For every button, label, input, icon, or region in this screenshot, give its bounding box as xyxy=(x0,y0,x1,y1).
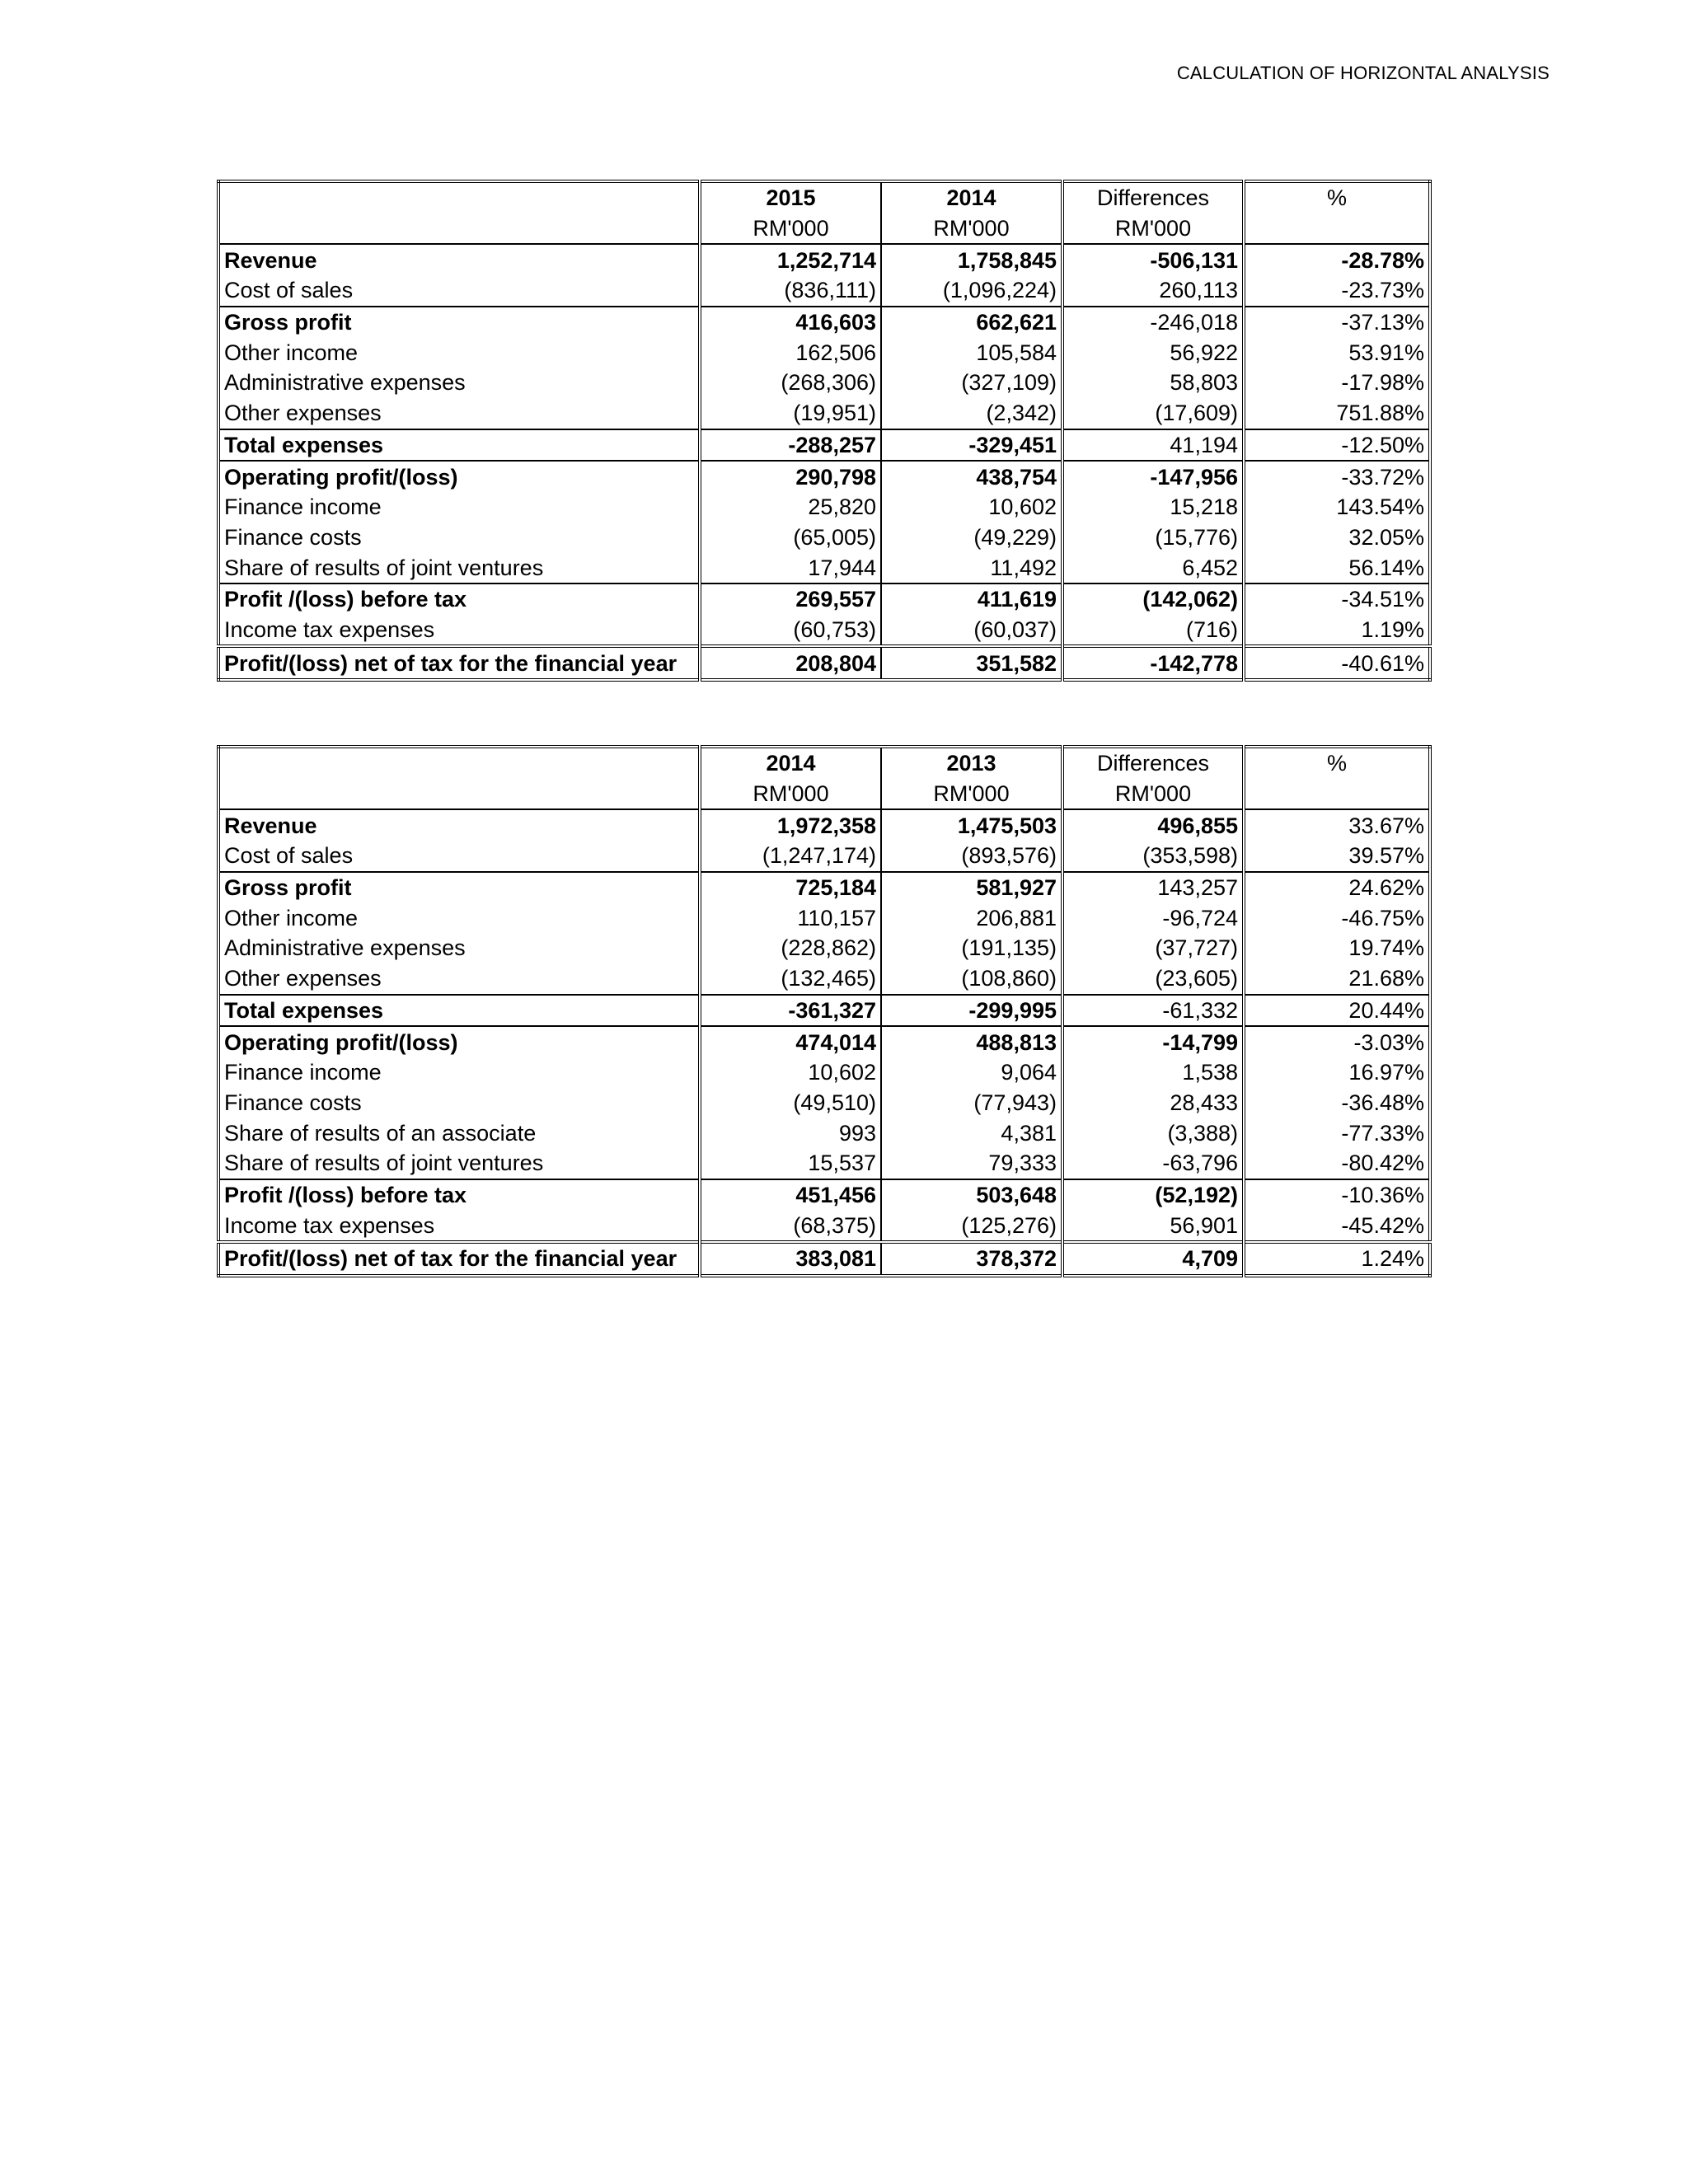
value-percent: -12.50% xyxy=(1244,429,1430,462)
value-current: 269,557 xyxy=(700,583,881,615)
row-label: Income tax expenses xyxy=(218,615,700,647)
header-percent: % xyxy=(1326,751,1347,776)
value-difference: 15,218 xyxy=(1062,492,1244,523)
unit-label-cell xyxy=(218,779,700,810)
row-label: Operating profit/(loss) xyxy=(218,461,700,492)
header-year-current: 2015 xyxy=(700,181,881,213)
value-percent: 33.67% xyxy=(1348,813,1424,838)
value-difference: (52,192) xyxy=(1062,1179,1244,1211)
value-current: 25,820 xyxy=(700,492,881,523)
table-row xyxy=(218,337,1430,368)
unit-previous: RM'000 xyxy=(881,213,1062,245)
value-current: 416,603 xyxy=(700,307,881,338)
value-previous: 105,584 xyxy=(881,337,1062,368)
table-row xyxy=(218,1242,1430,1276)
row-label: Other expenses xyxy=(218,398,700,429)
row-label: Other income xyxy=(218,902,700,933)
value-percent: 39.57% xyxy=(1348,843,1424,869)
table-row xyxy=(218,1210,1430,1242)
horizontal-analysis-table-2015-2014 xyxy=(217,180,1432,682)
value-current: 383,081 xyxy=(700,1242,881,1276)
table-row xyxy=(218,1088,1430,1118)
value-difference: -61,332 xyxy=(1062,995,1244,1027)
value-previous: (893,576) xyxy=(881,841,1062,872)
value-current: 10,602 xyxy=(700,1057,881,1088)
value-current: 451,456 xyxy=(700,1179,881,1211)
unit-differences: RM'000 xyxy=(1062,213,1244,245)
row-label: Profit/(loss) net of tax for the financial year xyxy=(218,1242,700,1276)
unit-percent xyxy=(1244,779,1430,810)
value-percent: -17.98% xyxy=(1341,370,1424,396)
table-row xyxy=(218,244,1430,275)
table-row xyxy=(218,583,1430,615)
value-difference: -14,799 xyxy=(1062,1026,1244,1057)
row-label: Share of results of an associate xyxy=(218,1118,700,1148)
value-difference: 1,538 xyxy=(1062,1057,1244,1088)
table-row xyxy=(218,1118,1430,1148)
value-percent: 16.97% xyxy=(1348,1060,1424,1085)
value-previous: (125,276) xyxy=(881,1210,1062,1242)
value-current: (268,306) xyxy=(700,368,881,398)
value-current: (19,951) xyxy=(700,398,881,429)
value-difference: (15,776) xyxy=(1062,523,1244,553)
value-previous: 206,881 xyxy=(881,902,1062,933)
table-row xyxy=(218,307,1430,338)
value-previous: (49,229) xyxy=(881,523,1062,553)
value-difference: (353,598) xyxy=(1062,841,1244,872)
value-difference: 28,433 xyxy=(1062,1088,1244,1118)
value-previous: (60,037) xyxy=(881,615,1062,647)
value-percent: -3.03% xyxy=(1244,1026,1430,1057)
table-header-row xyxy=(218,181,1430,213)
table-row xyxy=(218,1057,1430,1088)
value-previous: (77,943) xyxy=(881,1088,1062,1118)
row-label: Administrative expenses xyxy=(218,368,700,398)
value-current: (49,510) xyxy=(700,1088,881,1118)
table-row xyxy=(218,995,1430,1027)
value-percent: 32.05% xyxy=(1348,524,1424,550)
page-heading: CALCULATION OF HORIZONTAL ANALYSIS xyxy=(1176,63,1550,83)
row-label: Finance costs xyxy=(218,1088,700,1118)
table-row xyxy=(218,809,1430,841)
row-label: Cost of sales xyxy=(218,275,700,307)
table-row xyxy=(218,398,1430,429)
value-current: 17,944 xyxy=(700,552,881,583)
value-previous: 1,758,845 xyxy=(881,244,1062,275)
value-current: 290,798 xyxy=(700,461,881,492)
row-label: Finance costs xyxy=(218,523,700,553)
table-row xyxy=(218,552,1430,583)
value-current: 474,014 xyxy=(700,1026,881,1057)
table-row xyxy=(218,872,1430,903)
value-percent: -46.75% xyxy=(1341,905,1424,930)
value-percent: -23.73% xyxy=(1341,278,1424,303)
unit-differences: RM'000 xyxy=(1062,779,1244,810)
unit-label-cell xyxy=(218,213,700,245)
value-current: 725,184 xyxy=(700,872,881,903)
header-year-current: 2014 xyxy=(700,747,881,779)
value-difference: (17,609) xyxy=(1062,398,1244,429)
value-previous: (191,135) xyxy=(881,933,1062,963)
value-previous: (108,860) xyxy=(881,963,1062,995)
value-percent: -77.33% xyxy=(1341,1120,1424,1146)
row-label: Revenue xyxy=(218,809,700,841)
value-previous: -329,451 xyxy=(881,429,1062,462)
row-label: Finance income xyxy=(218,1057,700,1088)
value-difference: 56,901 xyxy=(1062,1210,1244,1242)
table-row xyxy=(218,429,1430,462)
table-row xyxy=(218,646,1430,680)
header-label-cell xyxy=(218,181,700,213)
value-difference: 58,803 xyxy=(1062,368,1244,398)
value-percent: 24.62% xyxy=(1244,872,1430,903)
value-previous: 4,381 xyxy=(881,1118,1062,1148)
unit-previous: RM'000 xyxy=(881,779,1062,810)
row-label: Profit/(loss) net of tax for the financial year xyxy=(218,646,700,680)
value-difference: -63,796 xyxy=(1062,1148,1244,1179)
value-current: 1,252,714 xyxy=(700,244,881,275)
header-year-previous: 2013 xyxy=(881,747,1062,779)
value-previous: 1,475,503 xyxy=(881,809,1062,841)
table-row xyxy=(218,523,1430,553)
value-percent: -33.72% xyxy=(1244,461,1430,492)
value-difference: -147,956 xyxy=(1062,461,1244,492)
unit-percent xyxy=(1244,213,1430,245)
value-difference: 260,113 xyxy=(1062,275,1244,307)
value-percent: -45.42% xyxy=(1341,1212,1424,1238)
value-difference: -142,778 xyxy=(1062,646,1244,680)
value-difference: -96,724 xyxy=(1062,902,1244,933)
value-difference: 41,194 xyxy=(1062,429,1244,462)
header-percent: % xyxy=(1326,185,1347,211)
value-percent: 751.88% xyxy=(1336,401,1424,426)
value-difference: -506,131 xyxy=(1062,244,1244,275)
value-difference: 4,709 xyxy=(1062,1242,1244,1276)
value-percent: -36.48% xyxy=(1341,1090,1424,1115)
row-label: Gross profit xyxy=(218,307,700,338)
horizontal-analysis-table-2014-2013 xyxy=(217,745,1432,1277)
header-differences: Differences xyxy=(1062,181,1244,213)
row-label: Administrative expenses xyxy=(218,933,700,963)
value-difference: (142,062) xyxy=(1062,583,1244,615)
row-label: Profit /(loss) before tax xyxy=(218,1179,700,1211)
value-previous: 378,372 xyxy=(881,1242,1062,1276)
value-previous: 351,582 xyxy=(881,646,1062,680)
value-percent: 20.44% xyxy=(1244,995,1430,1027)
header-differences: Differences xyxy=(1062,747,1244,779)
value-percent: -28.78% xyxy=(1341,247,1424,273)
value-current: (68,375) xyxy=(700,1210,881,1242)
unit-current: RM'000 xyxy=(700,213,881,245)
value-current: (228,862) xyxy=(700,933,881,963)
value-percent: -37.13% xyxy=(1244,307,1430,338)
value-previous: 79,333 xyxy=(881,1148,1062,1179)
row-label: Share of results of joint ventures xyxy=(218,552,700,583)
value-current: 993 xyxy=(700,1118,881,1148)
table-row xyxy=(218,902,1430,933)
value-percent: 56.14% xyxy=(1348,555,1424,580)
row-label: Operating profit/(loss) xyxy=(218,1026,700,1057)
value-previous: 488,813 xyxy=(881,1026,1062,1057)
value-percent: 1.24% xyxy=(1244,1242,1430,1276)
row-label: Income tax expenses xyxy=(218,1210,700,1242)
value-percent: 1.19% xyxy=(1361,616,1424,642)
value-current: 1,972,358 xyxy=(700,809,881,841)
value-difference: 496,855 xyxy=(1062,809,1244,841)
value-current: (65,005) xyxy=(700,523,881,553)
value-current: (60,753) xyxy=(700,615,881,647)
unit-current: RM'000 xyxy=(700,779,881,810)
table-row xyxy=(218,1026,1430,1057)
table-row xyxy=(218,492,1430,523)
table-row xyxy=(218,461,1430,492)
value-previous: 438,754 xyxy=(881,461,1062,492)
value-difference: (37,727) xyxy=(1062,933,1244,963)
value-current: 162,506 xyxy=(700,337,881,368)
value-current: (836,111) xyxy=(700,275,881,307)
value-difference: (716) xyxy=(1062,615,1244,647)
value-previous: (2,342) xyxy=(881,398,1062,429)
value-percent: -80.42% xyxy=(1341,1151,1424,1176)
value-previous: 11,492 xyxy=(881,552,1062,583)
table-row xyxy=(218,963,1430,995)
value-current: 208,804 xyxy=(700,646,881,680)
value-percent: 53.91% xyxy=(1348,340,1424,365)
value-previous: 662,621 xyxy=(881,307,1062,338)
value-difference: 143,257 xyxy=(1062,872,1244,903)
value-current: -288,257 xyxy=(700,429,881,462)
row-label: Profit /(loss) before tax xyxy=(218,583,700,615)
header-year-previous: 2014 xyxy=(881,181,1062,213)
row-label: Gross profit xyxy=(218,872,700,903)
value-previous: 503,648 xyxy=(881,1179,1062,1211)
value-previous: (327,109) xyxy=(881,368,1062,398)
row-label: Other expenses xyxy=(218,963,700,995)
value-current: 110,157 xyxy=(700,902,881,933)
value-difference: 6,452 xyxy=(1062,552,1244,583)
row-label: Revenue xyxy=(218,244,700,275)
value-previous: 411,619 xyxy=(881,583,1062,615)
row-label: Total expenses xyxy=(218,429,700,462)
row-label: Share of results of joint ventures xyxy=(218,1148,700,1179)
table-unit-row xyxy=(218,779,1430,810)
value-percent: 21.68% xyxy=(1348,966,1424,991)
value-percent: -34.51% xyxy=(1244,583,1430,615)
table-row xyxy=(218,1148,1430,1179)
value-difference: (23,605) xyxy=(1062,963,1244,995)
table-row xyxy=(218,1179,1430,1211)
value-difference: 56,922 xyxy=(1062,337,1244,368)
value-current: -361,327 xyxy=(700,995,881,1027)
value-current: (132,465) xyxy=(700,963,881,995)
row-label: Finance income xyxy=(218,492,700,523)
value-percent: -10.36% xyxy=(1244,1179,1430,1211)
value-previous: 9,064 xyxy=(881,1057,1062,1088)
row-label: Cost of sales xyxy=(218,841,700,872)
table-row xyxy=(218,933,1430,963)
value-previous: -299,995 xyxy=(881,995,1062,1027)
row-label: Other income xyxy=(218,337,700,368)
value-difference: -246,018 xyxy=(1062,307,1244,338)
value-current: (1,247,174) xyxy=(700,841,881,872)
table-header-row xyxy=(218,747,1430,779)
value-difference: (3,388) xyxy=(1062,1118,1244,1148)
value-previous: 581,927 xyxy=(881,872,1062,903)
value-previous: 10,602 xyxy=(881,492,1062,523)
value-previous: (1,096,224) xyxy=(881,275,1062,307)
value-percent: -40.61% xyxy=(1244,646,1430,680)
header-label-cell xyxy=(218,747,700,779)
table-unit-row xyxy=(218,213,1430,245)
table-row xyxy=(218,615,1430,647)
value-current: 15,537 xyxy=(700,1148,881,1179)
value-percent: 143.54% xyxy=(1336,494,1424,520)
table-row xyxy=(218,841,1430,872)
value-percent: 19.74% xyxy=(1348,935,1424,961)
row-label: Total expenses xyxy=(218,995,700,1027)
table-row xyxy=(218,275,1430,307)
table-row xyxy=(218,368,1430,398)
